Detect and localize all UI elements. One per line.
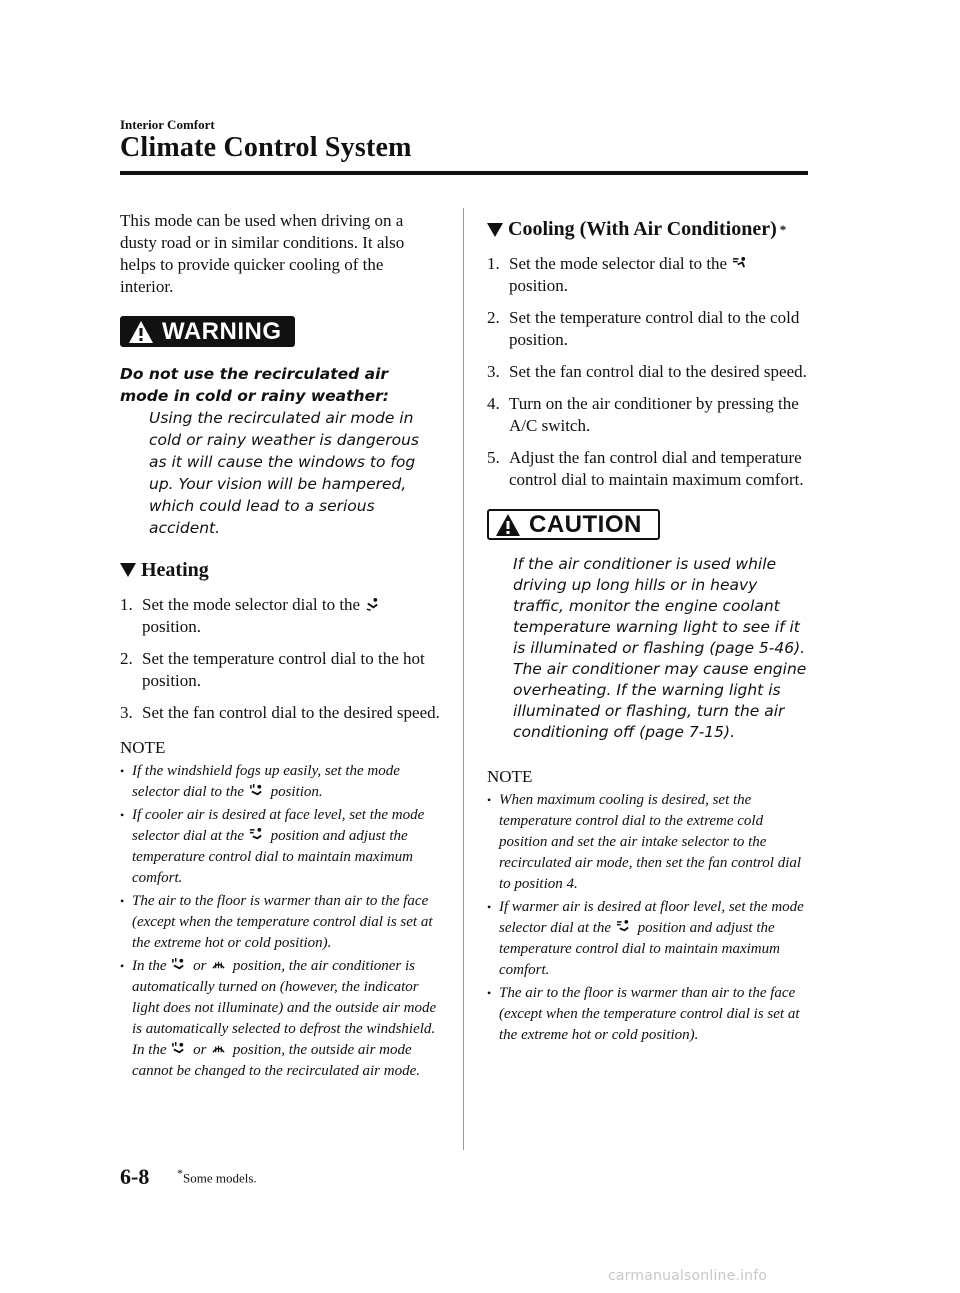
heading-triangle-icon xyxy=(120,563,136,577)
heating-title: Heating xyxy=(141,558,209,581)
note-item: • If warmer air is desired at floor level, set the mode selector dial at the position and adjust the temperature control dial to maintain maximum comfort. xyxy=(487,898,804,978)
watermark: carmanualsonline.info xyxy=(608,1268,768,1284)
note-title: NOTE xyxy=(120,737,166,757)
heating-step: 1. Set the mode selector dial to the position. xyxy=(120,594,440,638)
caution-body: If the air conditioner is used while driving up long hills or in heavy traffic, monitor the engine coolant temperature warning light to see if it is illuminated or flashing (page 5-46). The air conditioner may cause engine overheating. If the warning light is illuminated or flashing, turn the air conditioning off (page 7-15). xyxy=(513,554,807,741)
face-mode-icon xyxy=(732,256,747,271)
heating-section xyxy=(120,559,440,724)
floor-mode-icon xyxy=(365,597,380,612)
right-column xyxy=(487,218,809,1048)
chapter-title: Climate Control System xyxy=(120,132,412,163)
note-item: • In the or position, the air conditioner is automatically turned on (however, the indicator light does not illuminate) and the outside air mode is automatically selected to defrost the windshield. In the or position, the outside air mode cannot be changed to the recirculated air mode. xyxy=(120,957,437,1079)
left-column xyxy=(120,210,440,1084)
cooling-heading xyxy=(487,218,809,241)
cooling-step: 1. Set the mode selector dial to the position. xyxy=(487,253,809,297)
floor-defrost-mode-icon xyxy=(171,1041,186,1056)
warning-label: WARNING xyxy=(162,317,282,345)
heading-triangle-icon xyxy=(487,223,503,237)
footnote: *Some models. xyxy=(177,1166,257,1186)
bi-level-mode-icon xyxy=(249,827,264,842)
note-title: NOTE xyxy=(487,766,533,786)
warning-body: Using the recirculated air mode in cold or rainy weather is dangerous as it will cause the windows to fog up. Your vision will be hampered, which could lead to a serious accident. xyxy=(149,408,420,537)
cooling-step: 5. Adjust the fan control dial and temperature control dial to maintain maximum comfort. xyxy=(487,448,804,489)
floor-defrost-mode-icon xyxy=(249,783,264,798)
caution-box xyxy=(487,509,809,743)
bi-level-mode-icon xyxy=(616,919,631,934)
header-rule xyxy=(120,171,808,175)
cooling-title: Cooling (With Air Conditioner) xyxy=(508,218,777,240)
cooling-step: 3. Set the fan control dial to the desired speed. xyxy=(487,362,807,381)
cooling-steps xyxy=(487,253,809,491)
warning-badge xyxy=(120,316,295,347)
warning-lead: Do not use the recirculated air mode in cold or rainy weather: xyxy=(120,364,389,405)
defrost-icon xyxy=(211,957,226,972)
some-models-star: * xyxy=(779,221,787,237)
note-item: • If cooler air is desired at face level, set the mode selector dial at the position and adjust the temperature control dial to maintain maximum comfort. xyxy=(120,806,425,886)
page-number: 6-8 xyxy=(120,1164,150,1189)
intro-paragraph: This mode can be used when driving on a dusty road or in similar conditions. It also helps to provide quicker cooling of the interior. xyxy=(120,211,405,296)
note-item: • When maximum cooling is desired, set the temperature control dial to the extreme cold position and set the air intake selector to the recirculated air mode, then set the fan control dial to position 4. xyxy=(487,791,802,892)
warning-triangle-icon xyxy=(128,320,154,344)
floor-defrost-mode-icon xyxy=(171,957,186,972)
note-item: • The air to the floor is warmer than air to the face (except when the temperature control dial is set at the extreme hot or cold position). xyxy=(487,984,800,1043)
column-divider xyxy=(463,208,464,1150)
caution-triangle-icon xyxy=(495,513,521,537)
heating-note xyxy=(120,738,440,1082)
caution-label: CAUTION xyxy=(529,510,642,538)
note-item: • If the windshield fogs up easily, set the mode selector dial to the position. xyxy=(120,762,400,800)
section-label: Interior Comfort xyxy=(120,117,215,132)
heating-step: 3. Set the fan control dial to the desired speed. xyxy=(120,702,440,722)
cooling-note xyxy=(487,767,809,1046)
heating-step: 2. Set the temperature control dial to the hot position. xyxy=(120,648,425,690)
note-item: • The air to the floor is warmer than air to the face (except when the temperature control dial is set at the extreme hot or cold position). xyxy=(120,892,433,951)
heating-heading xyxy=(120,559,440,582)
cooling-step: 2. Set the temperature control dial to the cold position. xyxy=(487,308,800,349)
caution-badge xyxy=(487,509,660,540)
warning-box xyxy=(120,316,440,539)
heating-steps xyxy=(120,594,440,724)
cooling-step: 4. Turn on the air conditioner by pressing the A/C switch. xyxy=(487,394,799,435)
defrost-icon xyxy=(211,1041,226,1056)
